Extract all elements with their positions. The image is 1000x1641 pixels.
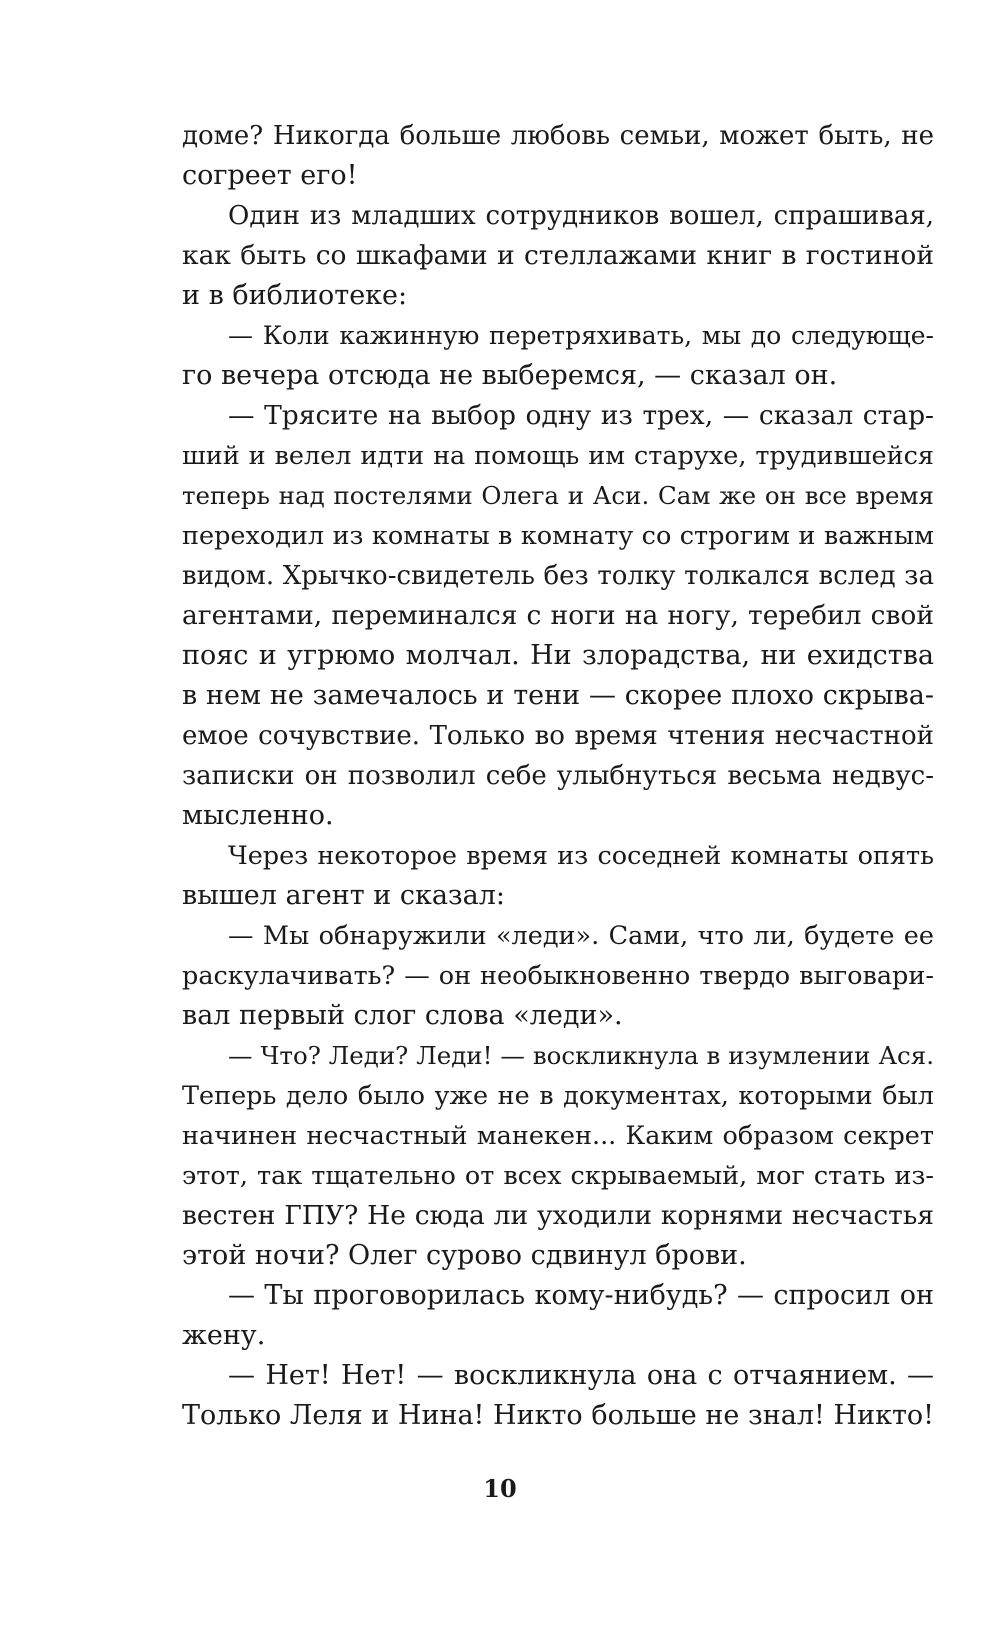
text-line: переходил из комнаты в комнату со строгим и важным: [182, 521, 934, 551]
text-line: мысленно.: [182, 800, 334, 831]
text-line: теперь над постелями Олега и Аси. Сам же он все время: [182, 481, 934, 510]
text-line: раскулачивать? — он необыкновенно твердо выговари-: [182, 961, 934, 991]
text-line: — Трясите на выбор одну из трех, — сказал стар-: [228, 400, 934, 431]
text-line: вышел агент и сказал:: [182, 880, 505, 911]
text-line: Только Леля и Нина! Никто больше не знал! Никто!: [182, 1400, 934, 1431]
text-line: видом. Хрычко-свидетель без толку толкался вслед за: [182, 561, 934, 591]
text-line: этот, так тщательно от всех скрываемый, мог стать из-: [182, 1161, 934, 1191]
text-line: согреет его!: [182, 160, 358, 191]
text-line: и в библиотеке:: [182, 280, 408, 311]
text-line: вал первый слог слова «леди».: [182, 1000, 623, 1031]
text-line: Через некоторое время из соседней комнаты опять: [228, 841, 934, 871]
text-line: в нем не замечалось и тени — скорее плохо скрыва-: [182, 680, 934, 711]
text-line: ший и велел идти на помощь им старухе, трудившейся: [182, 441, 934, 471]
text-line: доме? Никогда больше любовь семьи, может быть, не: [182, 121, 934, 151]
text-line: — Мы обнаружили «леди». Сами, что ли, будете ее: [228, 921, 934, 951]
text-line: вестен ГПУ? Не сюда ли уходили корнями несчастья: [182, 1200, 934, 1231]
page-number: 10: [483, 1474, 517, 1503]
text-line: этой ночи? Олег сурово сдвинул брови.: [182, 1240, 747, 1271]
text-line: пояс и угрюмо молчал. Ни злорадства, ни ехидства: [182, 640, 934, 671]
text-line: — Нет! Нет! — воскликнула она с отчаянием. —: [228, 1360, 934, 1391]
text-line: как быть со шкафами и стеллажами книг в гостиной: [182, 240, 934, 271]
text-line: агентами, переминался с ноги на ногу, теребил свой: [182, 600, 934, 631]
text-line: — Что? Леди? Леди! — воскликнула в изумлении Ася.: [228, 1041, 934, 1070]
text-line: го вечера отсюда не выберемся, — сказал он.: [182, 360, 838, 391]
text-line: емое сочувствие. Только во время чтения несчастной: [182, 721, 934, 751]
text-line: Теперь дело было уже не в документах, которыми был: [182, 1081, 934, 1111]
text-line: — Ты проговорилась кому-нибудь? — спросил он: [228, 1280, 934, 1311]
text-line: жену.: [182, 1320, 266, 1351]
text-line: начинен несчастный манекен... Каким образом секрет: [182, 1121, 934, 1151]
text-line: Один из младших сотрудников вошел, спрашивая,: [228, 201, 934, 231]
text-line: записки он позволил себе улыбнуться весьма недвус-: [182, 761, 934, 791]
text-line: — Коли кажинную перетряхивать, мы до следующе-: [228, 321, 934, 350]
body-text: [182, 116, 934, 1436]
